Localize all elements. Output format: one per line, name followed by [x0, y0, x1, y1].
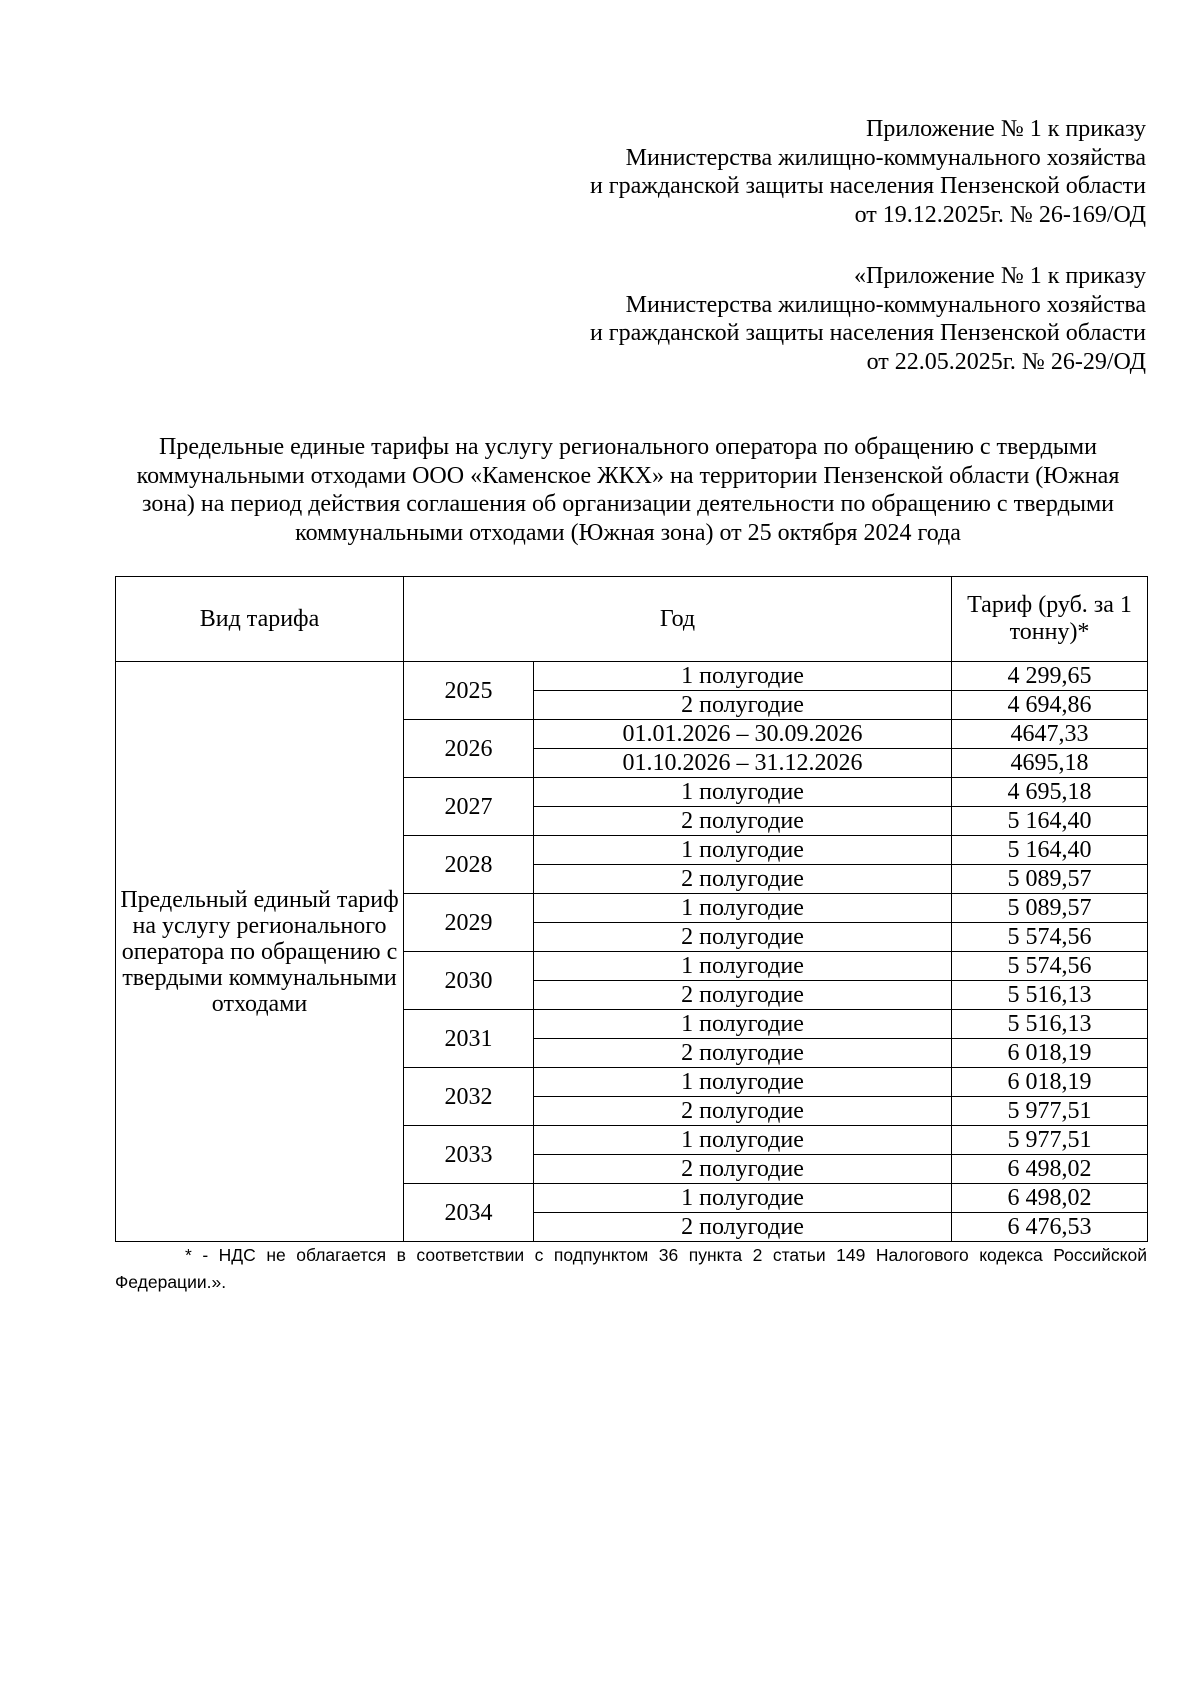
tariff-value-cell: 4647,33	[952, 720, 1148, 749]
tariff-value-cell: 6 476,53	[952, 1213, 1148, 1242]
year-cell: 2025	[404, 662, 534, 720]
appendix-line: «Приложение № 1 к приказу	[854, 263, 1146, 289]
tariff-value-cell: 5 977,51	[952, 1097, 1148, 1126]
tariff-value-cell: 5 516,13	[952, 1010, 1148, 1039]
appendix-line: Приложение № 1 к приказу	[866, 116, 1146, 142]
tariff-table	[115, 576, 1148, 1242]
tariff-type-cell: Предельный единый тариф на услугу регионального оператора по обращению с твердыми коммунальными отходами	[116, 662, 404, 1242]
tariff-value-cell: 4695,18	[952, 749, 1148, 778]
tariff-value-cell: 4 299,65	[952, 662, 1148, 691]
appendix-line: от 22.05.2025г. № 26-29/ОД	[866, 348, 1146, 375]
appendix-line: и гражданской защиты населения Пензенской области	[589, 320, 1146, 346]
period-cell: 1 полугодие	[534, 1126, 952, 1155]
year-cell: 2033	[404, 1126, 534, 1184]
year-cell: 2027	[404, 778, 534, 836]
period-cell: 01.01.2026 – 30.09.2026	[534, 720, 952, 749]
header-year: Год	[404, 577, 952, 662]
tariff-value-cell: 5 574,56	[952, 952, 1148, 981]
period-cell: 2 полугодие	[534, 981, 952, 1010]
tariff-value-cell: 4 694,86	[952, 691, 1148, 720]
tariff-value-cell: 5 574,56	[952, 923, 1148, 952]
year-cell: 2029	[404, 894, 534, 952]
period-cell: 2 полугодие	[534, 1155, 952, 1184]
period-cell: 1 полугодие	[534, 894, 952, 923]
tariff-value-cell: 5 164,40	[952, 836, 1148, 865]
period-cell: 2 полугодие	[534, 691, 952, 720]
period-cell: 1 полугодие	[534, 1068, 952, 1097]
tariff-value-cell: 5 089,57	[952, 865, 1148, 894]
period-cell: 1 полугодие	[534, 1184, 952, 1213]
tariff-value-cell: 6 498,02	[952, 1155, 1148, 1184]
table-body	[116, 662, 1148, 1242]
title-line: коммунальными отходами ООО «Каменское ЖКХ» на территории Пензенской области (Южная	[136, 462, 1120, 489]
year-cell: 2028	[404, 836, 534, 894]
tariff-value-cell: 6 498,02	[952, 1184, 1148, 1213]
period-cell: 2 полугодие	[534, 865, 952, 894]
period-cell: 1 полугодие	[534, 1010, 952, 1039]
title-line: коммунальными отходами (Южная зона) от 25 октября 2024 года	[295, 519, 961, 546]
appendix-line: и гражданской защиты населения Пензенской области	[589, 173, 1146, 199]
period-cell: 2 полугодие	[534, 807, 952, 836]
year-cell: 2030	[404, 952, 534, 1010]
footnote: * - НДС не облагается в соответствии с подпунктом 36 пункта 2 статьи 149 Налогового кодекса Российской Федерации.».	[115, 1245, 1147, 1292]
title-line: Предельные единые тарифы на услугу регионального оператора по обращению с твердыми	[159, 434, 1097, 460]
header-tariff-type: Вид тарифа	[116, 577, 404, 662]
appendix-line: Министерства жилищно-коммунального хозяйства	[625, 144, 1146, 171]
tariff-value-cell: 5 089,57	[952, 894, 1148, 923]
tariff-value-cell: 5 977,51	[952, 1126, 1148, 1155]
tariff-value-cell: 5 164,40	[952, 807, 1148, 836]
period-cell: 2 полугодие	[534, 1039, 952, 1068]
appendix-reference-previous	[446, 262, 1146, 376]
period-cell: 2 полугодие	[534, 1213, 952, 1242]
table-row	[116, 662, 1148, 691]
year-cell: 2032	[404, 1068, 534, 1126]
header-tariff-value: Тариф (руб. за 1 тонну)*	[952, 577, 1148, 662]
year-cell: 2034	[404, 1184, 534, 1242]
period-cell: 1 полугодие	[534, 952, 952, 981]
period-cell: 2 полугодие	[534, 923, 952, 952]
period-cell: 1 полугодие	[534, 662, 952, 691]
period-cell: 01.10.2026 – 31.12.2026	[534, 749, 952, 778]
period-cell: 1 полугодие	[534, 836, 952, 865]
appendix-line: от 19.12.2025г. № 26-169/ОД	[854, 201, 1146, 228]
tariff-value-cell: 6 018,19	[952, 1068, 1148, 1097]
appendix-reference-current	[446, 115, 1146, 229]
document-title	[118, 433, 1138, 547]
table-header-row	[116, 577, 1148, 662]
tariff-value-cell: 5 516,13	[952, 981, 1148, 1010]
tariff-value-cell: 6 018,19	[952, 1039, 1148, 1068]
year-cell: 2031	[404, 1010, 534, 1068]
appendix-line: Министерства жилищно-коммунального хозяйства	[625, 291, 1146, 318]
title-line: зона) на период действия соглашения об организации деятельности по обращению с твердыми	[142, 491, 1114, 517]
period-cell: 1 полугодие	[534, 778, 952, 807]
period-cell: 2 полугодие	[534, 1097, 952, 1126]
year-cell: 2026	[404, 720, 534, 778]
tariff-value-cell: 4 695,18	[952, 778, 1148, 807]
